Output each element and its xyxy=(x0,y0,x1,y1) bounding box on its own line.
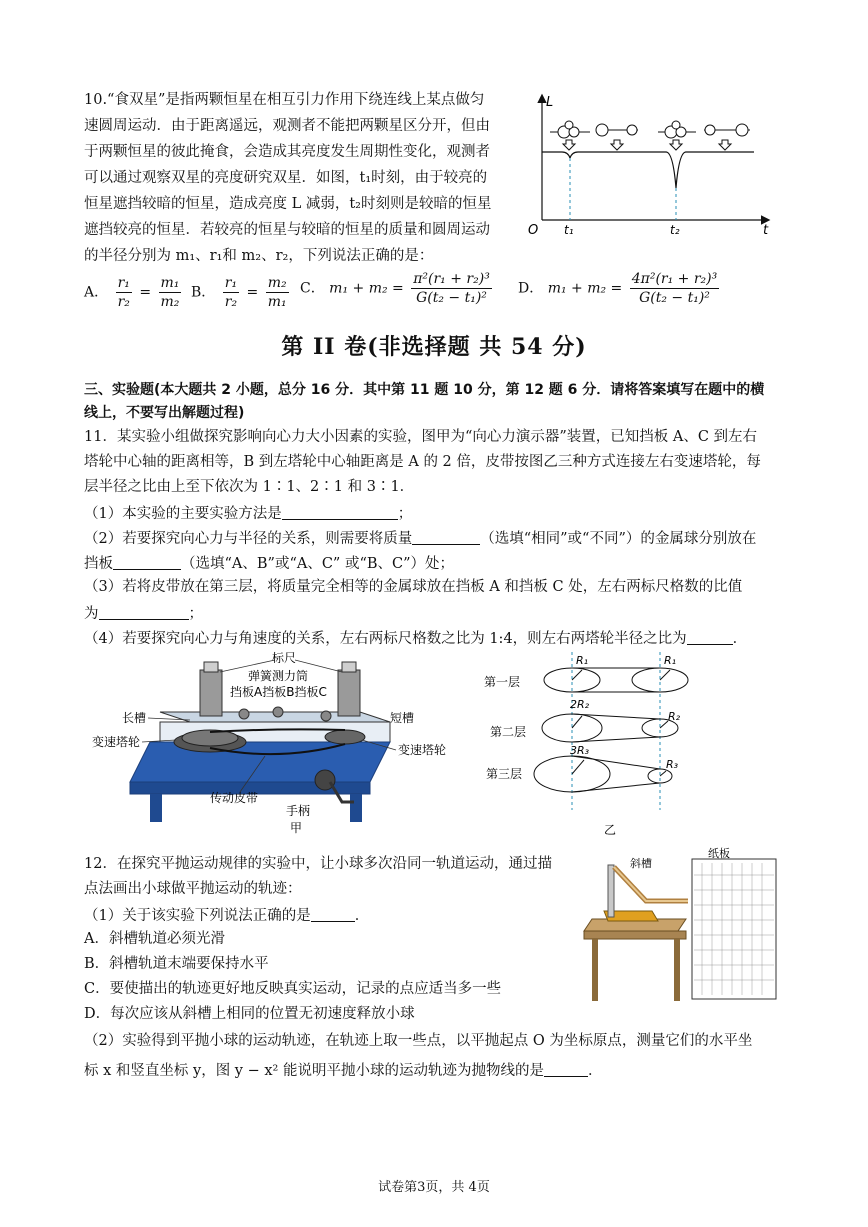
q12-part-2-line-2: 标 x 和竖直坐标 y，图 y − x² 能说明平抛小球的运动轨迹为抛物线的是 ． xyxy=(84,1063,603,1079)
q10-line-5: 恒星遮挡较暗的恒星，造成亮度 L 减弱，t₂时刻则是较暗的恒星 xyxy=(84,196,492,212)
section3-header-line-2: 线上，不要写出解题过程) xyxy=(84,405,245,421)
q12-option-d: D．每次应该从斜槽上相同的位置无初速度释放小球 xyxy=(84,1006,415,1022)
q11-intro-line-1: 11．某实验小组做探究影响向心力大小因素的实验，图甲为“向心力演示器”装置，已知挡板 A、C 到左右 xyxy=(84,429,758,445)
q10-line-6: 遮挡较亮的恒星．若较亮的恒星与较暗的恒星的质量和圆周运动 xyxy=(84,222,490,238)
layer-1-wheels xyxy=(544,668,688,692)
section3-header-line-1: 三、实验题(本大题共 2 小题，总分 16 分．其中第 11 题 10 分，第 12 题 6 分．请将答案填写在题中的横 xyxy=(84,382,765,398)
q12-option-b: B．斜槽轨道末端要保持水平 xyxy=(84,956,269,972)
label-drive-belt: 传动皮带 xyxy=(210,791,259,805)
r2-right-label: R₂ xyxy=(668,710,681,723)
option-d-rhs: $\frac{\text{4π²(r₁ + r₂)³}}{\text{G(t₂ − t₁)²}}$ xyxy=(631,271,718,306)
origin-label: O xyxy=(528,223,539,238)
q11-p3-ratio-blank[interactable] xyxy=(99,605,189,620)
q12-p2-answer-blank[interactable] xyxy=(544,1062,588,1077)
label-paper-board: 纸板 xyxy=(708,847,730,860)
option-a-rhs: $\frac{\text{m₁}}{\text{m₂}}$ xyxy=(160,275,180,310)
q11-p4-radius-blank[interactable] xyxy=(687,630,733,645)
layer-1-label: 第一层 xyxy=(484,675,521,689)
t2-label: t₂ xyxy=(670,223,680,237)
option-b-rhs: $\frac{\text{m₂}}{\text{m₁}}$ xyxy=(267,275,287,310)
q11-p2-baffle-blank[interactable] xyxy=(113,555,181,570)
q11-p2-mass-blank[interactable] xyxy=(412,530,480,545)
r1-right-label: R₁ xyxy=(664,654,677,667)
layer-3-wheels xyxy=(534,756,672,792)
q10-line-1: 10.“食双星”是指两颗恒星在相互引力作用下绕连线上某点做匀 xyxy=(84,92,485,108)
q11-p1-answer-blank[interactable] xyxy=(282,505,398,520)
q11-part-3-line-1: （3）若将皮带放在第三层，将质量完全相等的金属球放在挡板 A 和挡板 C 处，左右两标尺格数的比值 xyxy=(84,579,743,595)
q12-option-a: A．斜槽轨道必须光滑 xyxy=(84,931,225,947)
layer-2-label: 第二层 xyxy=(490,725,527,739)
q10-line-7: 的半径分别为 m₁、r₁和 m₂、r₂，下列说法正确的是： xyxy=(84,248,434,264)
option-a: A． $\frac{\text{r₁}}{\text{r₂}}$ = $\frac{\text{m₁}}{\text{m₂}}$ xyxy=(84,275,180,310)
label-long-slot: 长槽 xyxy=(122,711,147,725)
binary-star-diagram-3 xyxy=(658,121,696,150)
binary-star-diagram-2 xyxy=(596,124,638,150)
option-c: C． m₁ + m₂ = $\frac{\text{π²(r₁ + r₂)³}}{\text{G(t₂ − t₁)²}}$ xyxy=(300,271,490,306)
label-short-slot: 短槽 xyxy=(390,711,415,725)
option-c-rhs: $\frac{\text{π²(r₁ + r₂)³}}{\text{G(t₂ − t₁)²}}$ xyxy=(413,271,490,306)
q12-part-2-line-1: （2）实验得到平抛小球的运动轨迹，在轨迹上取一些点，以平抛起点 O 为坐标原点，测量它们的水平坐 xyxy=(84,1033,753,1049)
brightness-curve xyxy=(542,152,754,188)
binary-star-diagram-1 xyxy=(550,121,590,150)
projectile-apparatus-figure xyxy=(578,845,783,1003)
binary-star-diagram-4 xyxy=(704,124,750,150)
layer-3-label: 第三层 xyxy=(486,767,523,781)
q11-part-2-line-2: 挡板 （选填“A、B”或“A、C” 或“B、C”）处； xyxy=(84,556,455,572)
label-right-speed-wheel: 变速塔轮 xyxy=(398,743,447,757)
label-left-speed-wheel: 变速塔轮 xyxy=(92,735,141,749)
r3-left-label: 3R₃ xyxy=(570,744,590,757)
label-handle: 手柄 xyxy=(286,804,311,818)
x-axis-label: t xyxy=(763,223,769,238)
q12-intro-line-1: 12．在探究平抛运动规律的实验中，让小球多次沿同一轨道运动，通过描 xyxy=(84,856,552,872)
q12-p1-answer-blank[interactable] xyxy=(311,907,355,922)
option-a-lhs: $\frac{\text{r₁}}{\text{r₂}}$ xyxy=(117,275,130,310)
option-d: D． m₁ + m₂ = $\frac{\text{4π²(r₁ + r₂)³}}{\text{G(t₂ − t₁)²}}$ xyxy=(518,271,718,306)
belt-layers-figure xyxy=(480,650,710,838)
figure-caption-jia: 甲 xyxy=(290,821,303,835)
label-baffles: 挡板A挡板B挡板C xyxy=(230,685,327,699)
figure-caption-yi: 乙 xyxy=(604,823,617,837)
q10-light-curve-figure xyxy=(528,88,778,238)
option-b-lhs: $\frac{\text{r₁}}{\text{r₂}}$ xyxy=(224,275,238,310)
label-chute: 斜槽 xyxy=(630,857,652,870)
option-b: B． $\frac{\text{r₁}}{\text{r₂}}$ = $\frac{\text{m₂}}{\text{m₁}}$ xyxy=(191,275,287,310)
q11-part-1: （1）本实验的主要实验方法是 ； xyxy=(84,506,413,522)
r2-left-label: 2R₂ xyxy=(570,698,590,711)
q10-line-3: 于两颗恒星的彼此掩食，会造成其亮度发生周期性变化，观测者 xyxy=(84,144,490,160)
q10-line-2: 速圆周运动．由于距离遥远，观测者不能把两颗星区分开，但由 xyxy=(84,118,490,134)
y-axis-label: L xyxy=(546,95,554,110)
t1-label: t₁ xyxy=(564,223,574,237)
q12-option-c: C．要使描出的轨迹更好地反映真实运动，记录的点应适当多一些 xyxy=(84,981,502,997)
r3-right-label: R₃ xyxy=(666,758,679,771)
q11-part-2-line-1: （2）若要探究向心力与半径的关系，则需要将质量 （选填“相同”或“不同”）的金属球分别放在 xyxy=(84,531,757,547)
label-ruler: 标尺 xyxy=(272,651,297,665)
q11-intro-line-3: 层半径之比由上至下依次为 1∶1、2∶1 和 3∶1． xyxy=(84,479,415,495)
centripetal-apparatus-figure xyxy=(90,651,447,837)
layer-2-wheels xyxy=(542,714,678,742)
q11-part-3-line-2: 为 ； xyxy=(84,606,203,622)
page-footer: 试卷第3页，共 4页 xyxy=(378,1180,490,1195)
q12-intro-line-2: 点法画出小球做平抛运动的轨迹： xyxy=(84,881,302,897)
q12-part-1: （1）关于该实验下列说法正确的是 ． xyxy=(84,908,370,924)
r1-left-label: R₁ xyxy=(576,654,589,667)
label-spring-cylinder: 弹簧测力筒 xyxy=(248,669,309,683)
q11-intro-line-2: 塔轮中心轴的距离相等，B 到左塔轮中心轴距离是 A 的 2 倍，皮带按图乙三种方式连接左右变速塔轮，每 xyxy=(84,454,761,470)
q10-line-4: 可以通过观察双星的亮度研究双星．如图，t₁时刻，由于较亮的 xyxy=(84,170,488,186)
section-title: 第 II 卷(非选择题 共 54 分) xyxy=(281,334,587,360)
q11-part-4: （4）若要探究向心力与角速度的关系，左右两标尺格数之比为 1:4，则左右两塔轮半径之比为 ． xyxy=(84,631,748,647)
